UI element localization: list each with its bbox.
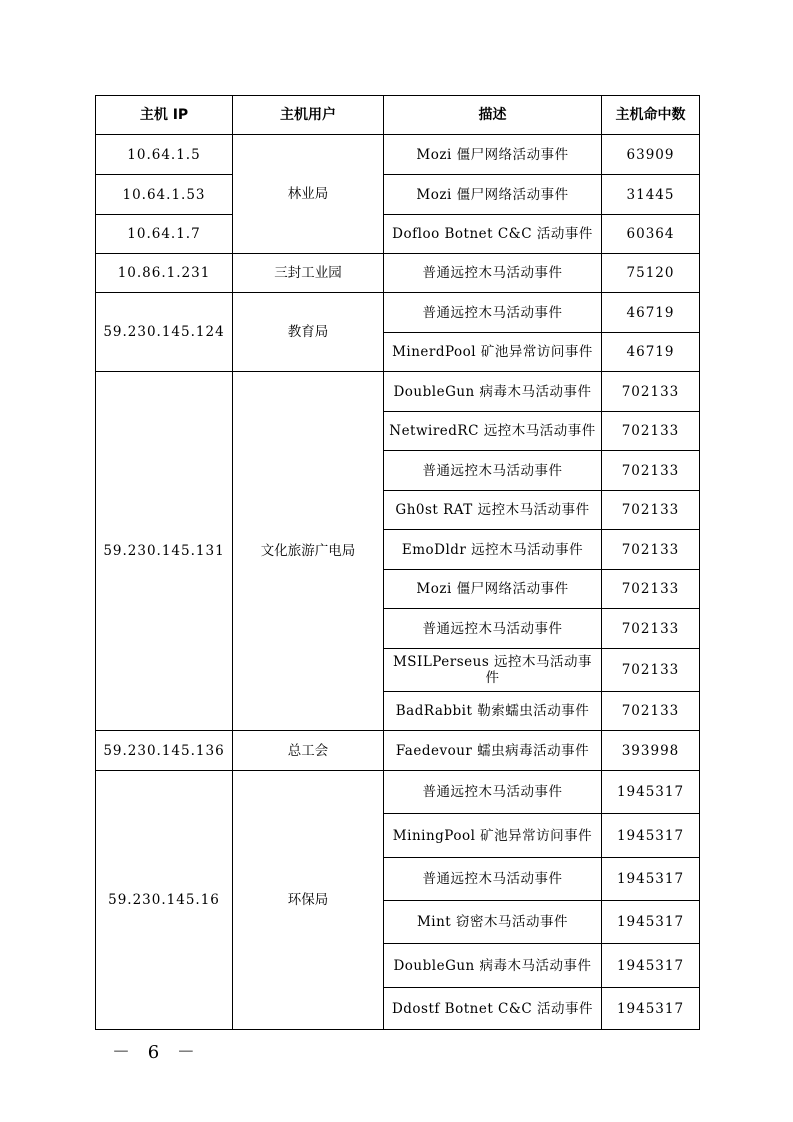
- alert-table: [95, 95, 700, 1030]
- description-cell: 普通远控木马活动事件: [384, 771, 602, 814]
- host-ip-cell: 10.64.1.53: [96, 175, 233, 215]
- hit-count-cell: 702133: [602, 491, 700, 530]
- host-user-cell: 环保局: [233, 771, 384, 1030]
- host-ip-cell: 59.230.145.16: [96, 771, 233, 1030]
- host-ip-cell: 59.230.145.136: [96, 731, 233, 771]
- host-ip-cell: 10.64.1.5: [96, 135, 233, 175]
- description-cell: DoubleGun 病毒木马活动事件: [384, 944, 602, 988]
- description-cell: Faedevour 蠕虫病毒活动事件: [384, 731, 602, 771]
- description-cell: Mozi 僵尸网络活动事件: [384, 570, 602, 609]
- hit-count-cell: 31445: [602, 175, 700, 215]
- col-header-user: 主机用户: [233, 96, 384, 135]
- hit-count-cell: 1945317: [602, 814, 700, 858]
- hit-count-cell: 46719: [602, 333, 700, 372]
- description-cell: MinerdPool 矿池异常访问事件: [384, 333, 602, 372]
- description-cell: 普通远控木马活动事件: [384, 293, 602, 333]
- description-cell: Ddostf Botnet C&C 活动事件: [384, 988, 602, 1030]
- description-cell: 普通远控木马活动事件: [384, 858, 602, 901]
- table-row: [96, 731, 700, 771]
- description-cell: MiningPool 矿池异常访问事件: [384, 814, 602, 858]
- description-cell: DoubleGun 病毒木马活动事件: [384, 372, 602, 412]
- hit-count-cell: 46719: [602, 293, 700, 333]
- table-row: [96, 771, 700, 814]
- col-header-desc: 描述: [384, 96, 602, 135]
- table-row: [96, 254, 700, 293]
- table-row: [96, 135, 700, 175]
- description-cell: MSILPerseus 远控木马活动事件: [384, 649, 602, 692]
- hit-count-cell: 702133: [602, 412, 700, 451]
- host-ip-cell: 10.86.1.231: [96, 254, 233, 293]
- host-user-cell: 林业局: [233, 135, 384, 254]
- hit-count-cell: 1945317: [602, 988, 700, 1030]
- description-cell: NetwiredRC 远控木马活动事件: [384, 412, 602, 451]
- hit-count-cell: 393998: [602, 731, 700, 771]
- host-user-cell: 教育局: [233, 293, 384, 372]
- hit-count-cell: 702133: [602, 570, 700, 609]
- hit-count-cell: 60364: [602, 215, 700, 254]
- host-user-cell: 三封工业园: [233, 254, 384, 293]
- hit-count-cell: 1945317: [602, 771, 700, 814]
- host-ip-cell: 59.230.145.131: [96, 372, 233, 731]
- hit-count-cell: 702133: [602, 649, 700, 692]
- header-row: [96, 96, 700, 135]
- col-header-count: 主机命中数: [602, 96, 700, 135]
- description-cell: Gh0st RAT 远控木马活动事件: [384, 491, 602, 530]
- col-header-ip: 主机 IP: [96, 96, 233, 135]
- hit-count-cell: 702133: [602, 609, 700, 649]
- description-cell: Mozi 僵尸网络活动事件: [384, 175, 602, 215]
- host-user-cell: 总工会: [233, 731, 384, 771]
- hit-count-cell: 702133: [602, 451, 700, 491]
- hit-count-cell: 1945317: [602, 901, 700, 944]
- description-cell: BadRabbit 勒索蠕虫活动事件: [384, 692, 602, 731]
- hit-count-cell: 702133: [602, 530, 700, 570]
- hit-count-cell: 1945317: [602, 858, 700, 901]
- hit-count-cell: 63909: [602, 135, 700, 175]
- hit-count-cell: 75120: [602, 254, 700, 293]
- hit-count-cell: 702133: [602, 372, 700, 412]
- table-row: [96, 293, 700, 333]
- description-cell: 普通远控木马活动事件: [384, 609, 602, 649]
- description-cell: Mint 窃密木马活动事件: [384, 901, 602, 944]
- host-ip-cell: 10.64.1.7: [96, 215, 233, 254]
- description-cell: 普通远控木马活动事件: [384, 451, 602, 491]
- host-ip-cell: 59.230.145.124: [96, 293, 233, 372]
- table-row: [96, 175, 700, 215]
- description-cell: Mozi 僵尸网络活动事件: [384, 135, 602, 175]
- table-row: [96, 215, 700, 254]
- hit-count-cell: 1945317: [602, 944, 700, 988]
- table-row: [96, 372, 700, 412]
- host-user-cell: 文化旅游广电局: [233, 372, 384, 731]
- hit-count-cell: 702133: [602, 692, 700, 731]
- description-cell: Dofloo Botnet C&C 活动事件: [384, 215, 602, 254]
- description-cell: EmoDldr 远控木马活动事件: [384, 530, 602, 570]
- description-cell: 普通远控木马活动事件: [384, 254, 602, 293]
- page-number: － 6 －: [112, 1042, 201, 1063]
